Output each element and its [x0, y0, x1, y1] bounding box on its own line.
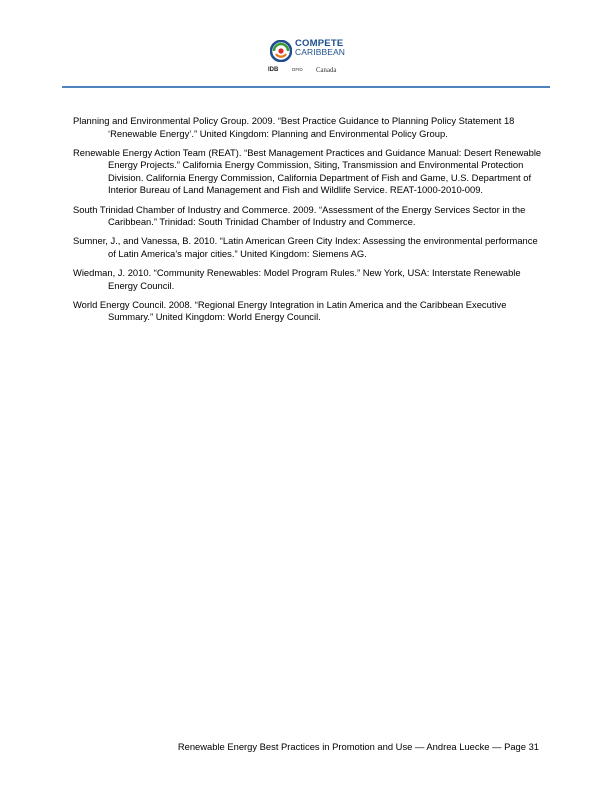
reference-item: Renewable Energy Action Team (REAT). “Best Management Practices and Guidance Manual: Desert Renewable Energy Projects.” California Energy Commission, Siting, Transmission and Environmental Protection Division. California Energy Commission, California Department of Fish and Game, U.S. Department of Interior Bureau of Land Management and Fish and Wildlife Service. REAT-1000-2010-009. — [73, 146, 542, 196]
partner-logo-canada: Canada — [316, 67, 337, 74]
header-divider — [62, 86, 550, 88]
reference-item: South Trinidad Chamber of Industry and Commerce. 2009. “Assessment of the Energy Services Sector in the Caribbean.” Trinidad: South Trinidad Chamber of Industry and Commerce. — [73, 203, 526, 228]
reference-item: Sumner, J., and Vanessa, B. 2010. “Latin American Green City Index: Assessing the environmental performance of Latin America’s major cities.” United Kingdom: Siemens AG. — [73, 235, 538, 259]
logo-wordmark — [295, 39, 345, 57]
logo-line-caribbean: CARIBBEAN — [295, 47, 346, 57]
page-footer: Renewable Energy Best Practices in Promotion and Use — Andrea Luecke — Page 31 — [177, 741, 539, 752]
reference-item: Wiedman, J. 2010. “Community Renewables: Model Program Rules.” New York, USA: Interstate Renewable Energy Council. — [73, 266, 521, 291]
reference-item: Planning and Environmental Policy Group. 2009. “Best Practice Guidance to Planning Policy Statement 18 ‘Renewable Energy’.” United Kingdom: Planning and Environmental Policy Group. — [73, 115, 515, 139]
partner-logo-idb: IDB — [268, 67, 279, 73]
reference-list — [73, 115, 543, 330]
compete-caribbean-logo — [268, 38, 358, 80]
partner-logo-dfid: DFID — [292, 67, 303, 72]
logo-swirl-icon — [270, 40, 292, 62]
partner-logos — [268, 65, 358, 77]
logo-line-compete: COMPETE — [295, 38, 344, 49]
reference-item: World Energy Council. 2008. “Regional Energy Integration in Latin America and the Caribbean Executive Summary.” United Kingdom: World Energy Council. — [73, 298, 507, 323]
